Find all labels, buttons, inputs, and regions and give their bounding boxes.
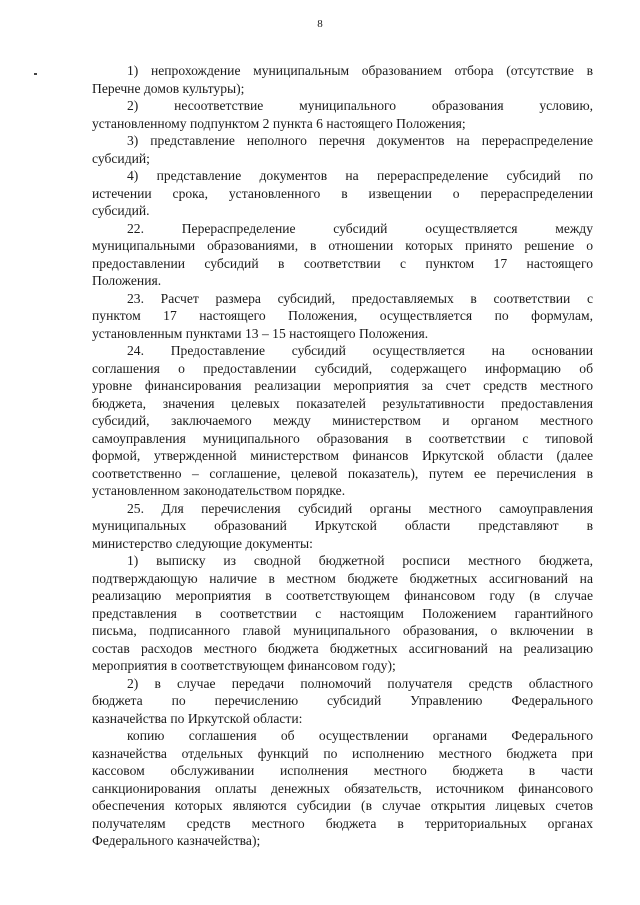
paragraph-line: мероприятия в соответствующем финансовом году); [92,658,396,673]
paragraph [92,220,593,290]
paragraph-line: письма, подписанного главой муниципального образования, о включении в [92,623,593,638]
paragraph-line: соглашения о предоставлении субсидий, содержащего информацию об [92,360,593,376]
paragraph-line: формой, утвержденной министерством финансов Иркутской области (далее [92,448,593,463]
paragraph-line: уровне финансирования реализации мероприятия за счет средств местного [92,378,593,393]
paragraph-line: субсидий; [92,150,150,166]
paragraph-line: 1) непрохождение муниципальным образованием отбора (отсутствие в [127,63,593,78]
paragraph-line: самоуправления муниципального образования в соответствии с типовой [92,430,593,446]
paragraph [92,552,593,675]
paragraph-line: соответственно – соглашение, целевой показатель), путем ее перечисления в [92,465,593,481]
paragraph-line: казначейства отдельных функций по исполнению местного бюджета при [92,745,593,761]
paragraph-line: установленным пунктами 13 – 15 настоящего Положения. [92,325,429,341]
paragraph-line: 4) представление документов на перераспределение субсидий по [127,168,593,183]
paragraph-line: предоставлении субсидий в соответствии с пунктом 17 настоящего [92,255,593,271]
paragraph [92,167,593,220]
paragraph [92,97,593,132]
paragraph-line: состав расходов местного бюджета бюджетных ассигнований на реализацию [92,640,593,656]
paragraph [92,500,593,553]
paragraph-line: получателям средств местного бюджета в территориальных органах [92,815,593,831]
paragraph-line: копию соглашения об осуществлении органами Федерального [127,728,593,743]
paragraph [92,675,593,728]
paragraph-line: Федерального казначейства); [92,833,261,848]
paragraph-line: установленному подпунктом 2 пункта 6 настоящего Положения; [92,115,466,131]
paragraph-line: муниципальных образований Иркутской области представляют в [92,518,593,533]
paragraph [92,727,593,850]
paragraph-line: представления в соответствии с настоящим Положением гарантийного [92,605,593,621]
paragraph-line: санкционирования оплаты денежных обязательств, источником финансового [92,780,593,796]
paragraph-line: истечении срока, установленного в извещении о перераспределении [92,185,593,201]
page-number: 8 [317,18,323,30]
scan-speck [34,73,37,75]
document-body [92,62,593,850]
paragraph [92,62,593,97]
paragraph [92,342,593,500]
paragraph-line: муниципальными образованиями, в отношении которых принято решение о [92,238,593,253]
paragraph-line: субсидий. [92,203,150,218]
paragraph-line: подтверждающую наличие в местном бюджете бюджетных ассигнований на [92,570,593,586]
paragraph-line: казначейства по Иркутской области: [92,710,303,726]
paragraph-line: министерство следующие документы: [92,535,313,551]
paragraph [92,132,593,167]
paragraph-line: обеспечения которых являются субсидии (в случае открытия лицевых счетов [92,798,593,813]
paragraph [92,290,593,343]
paragraph-line: установленном законодательством порядке. [92,483,346,498]
paragraph-line: субсидий, заключаемого между министерством и органом местного [92,413,593,428]
paragraph-line: Положения. [92,273,162,288]
paragraph-line: 23. Расчет размера субсидий, предоставляемых в соответствии с [127,290,593,306]
paragraph-line: бюджета по перечислению субсидий Управлению Федерального [92,693,593,708]
paragraph-line: 22. Перераспределение субсидий осуществляется между [127,220,593,236]
paragraph-line: кассовом обслуживании исполнения местного бюджета в части [92,763,593,778]
paragraph-line: 2) в случае передачи полномочий получателя средств областного [127,675,593,691]
paragraph-line: 2) несоответствие муниципального образования условию, [127,98,593,113]
paragraph-line: пунктом 17 настоящего Положения, осуществляется по формулам, [92,308,593,323]
paragraph-line: Перечне домов культуры); [92,80,245,96]
paragraph-line: 3) представление неполного перечня документов на перераспределение [127,133,593,148]
paragraph-line: бюджета, значения целевых показателей результативности предоставления [92,395,593,411]
paragraph-line: реализацию мероприятия в соответствующем финансовом году (в случае [92,588,593,603]
paragraph-line: 1) выписку из сводной бюджетной росписи местного бюджета, [127,553,593,568]
paragraph-line: 24. Предоставление субсидий осуществляется на основании [127,343,593,358]
paragraph-line: 25. Для перечисления субсидий органы местного самоуправления [127,500,593,516]
